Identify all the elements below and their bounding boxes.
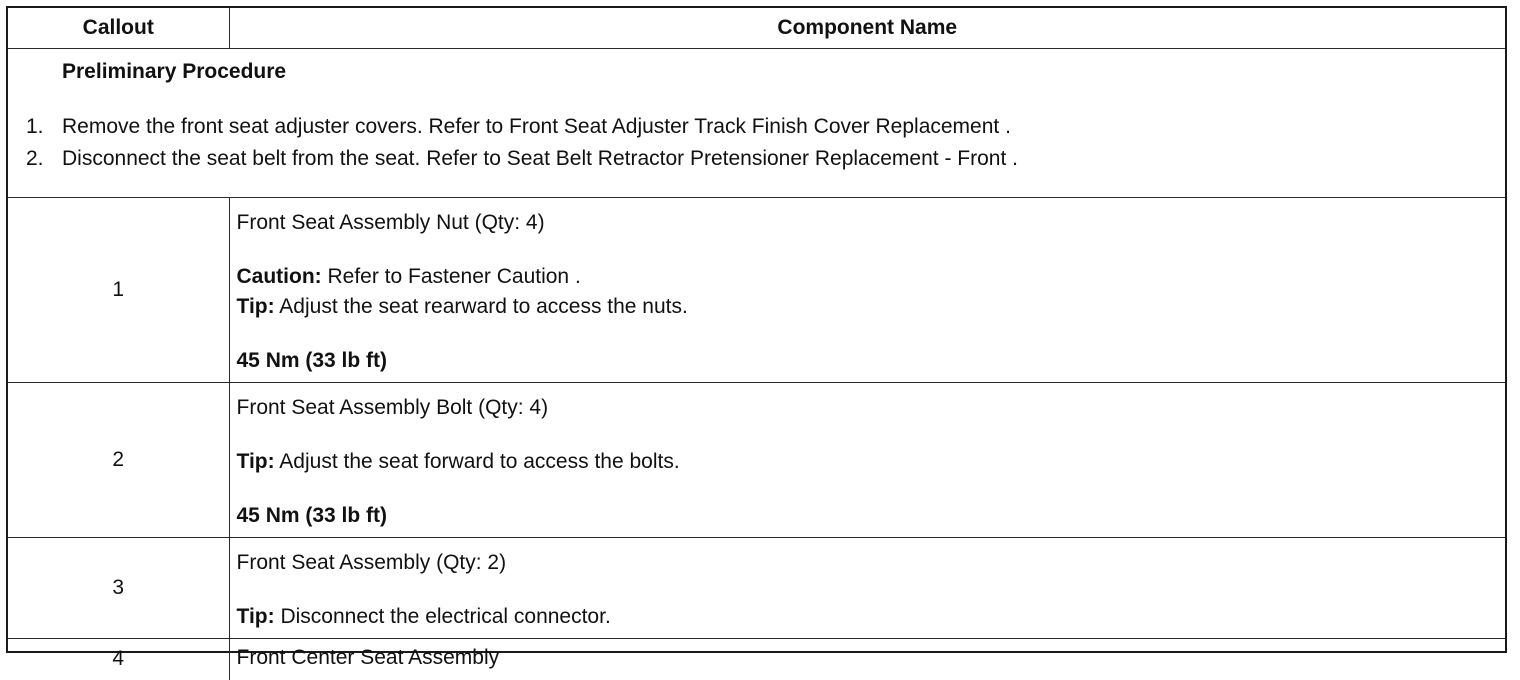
caution-text: Refer to Fastener Caution . [321,265,581,288]
component-cell [229,198,1505,383]
header-row [8,8,1505,49]
callout-header: Callout [8,8,229,49]
preliminary-step [8,111,1505,143]
callout-cell: 3 [8,538,229,639]
component-cell [229,639,1505,680]
tip-label: Tip: [236,605,275,628]
component-name-header: Component Name [229,8,1505,49]
component-cell [229,383,1505,538]
preliminary-row [8,49,1505,198]
caution-label: Caution: [236,265,322,288]
torque-spec: 45 Nm (33 lb ft) [236,504,388,527]
tip-label: Tip: [236,450,275,473]
tip-label: Tip: [236,295,275,318]
step-number: 2. [26,147,44,170]
preliminary-procedure-cell [8,49,1505,198]
table-row [8,383,1505,538]
table-row [8,538,1505,639]
procedure-table-frame [6,6,1507,671]
tip-text: Adjust the seat rearward to access the nuts. [274,295,688,318]
tip-text: Disconnect the electrical connector. [274,605,611,628]
component-name: Front Center Seat Assembly [236,646,500,669]
callout-cell: 1 [8,198,229,383]
tip-note [237,447,1500,477]
tip-note [237,292,1500,322]
component-cell [229,538,1505,639]
callout-cell: 2 [8,383,229,538]
preliminary-steps-list [8,111,1505,175]
component-name: Front Seat Assembly Bolt (Qty: 4) [236,396,549,419]
step-number: 1. [26,115,44,138]
table-row [8,198,1505,383]
preliminary-step [8,143,1505,175]
procedure-table [8,8,1505,680]
table-row [8,639,1505,680]
tip-text: Adjust the seat forward to access the bolts. [274,450,680,473]
tip-note [237,602,1500,632]
component-name: Front Seat Assembly (Qty: 2) [236,551,507,574]
caution-note [237,262,1500,292]
preliminary-procedure-title: Preliminary Procedure [62,60,287,83]
step-text: Remove the front seat adjuster covers. Refer to Front Seat Adjuster Track Finish Cover Replacement . [62,115,1011,138]
step-text: Disconnect the seat belt from the seat. Refer to Seat Belt Retractor Pretensioner Replacement - Front . [62,147,1018,170]
component-name: Front Seat Assembly Nut (Qty: 4) [236,211,545,234]
torque-spec: 45 Nm (33 lb ft) [236,349,388,372]
callout-cell: 4 [8,639,229,680]
